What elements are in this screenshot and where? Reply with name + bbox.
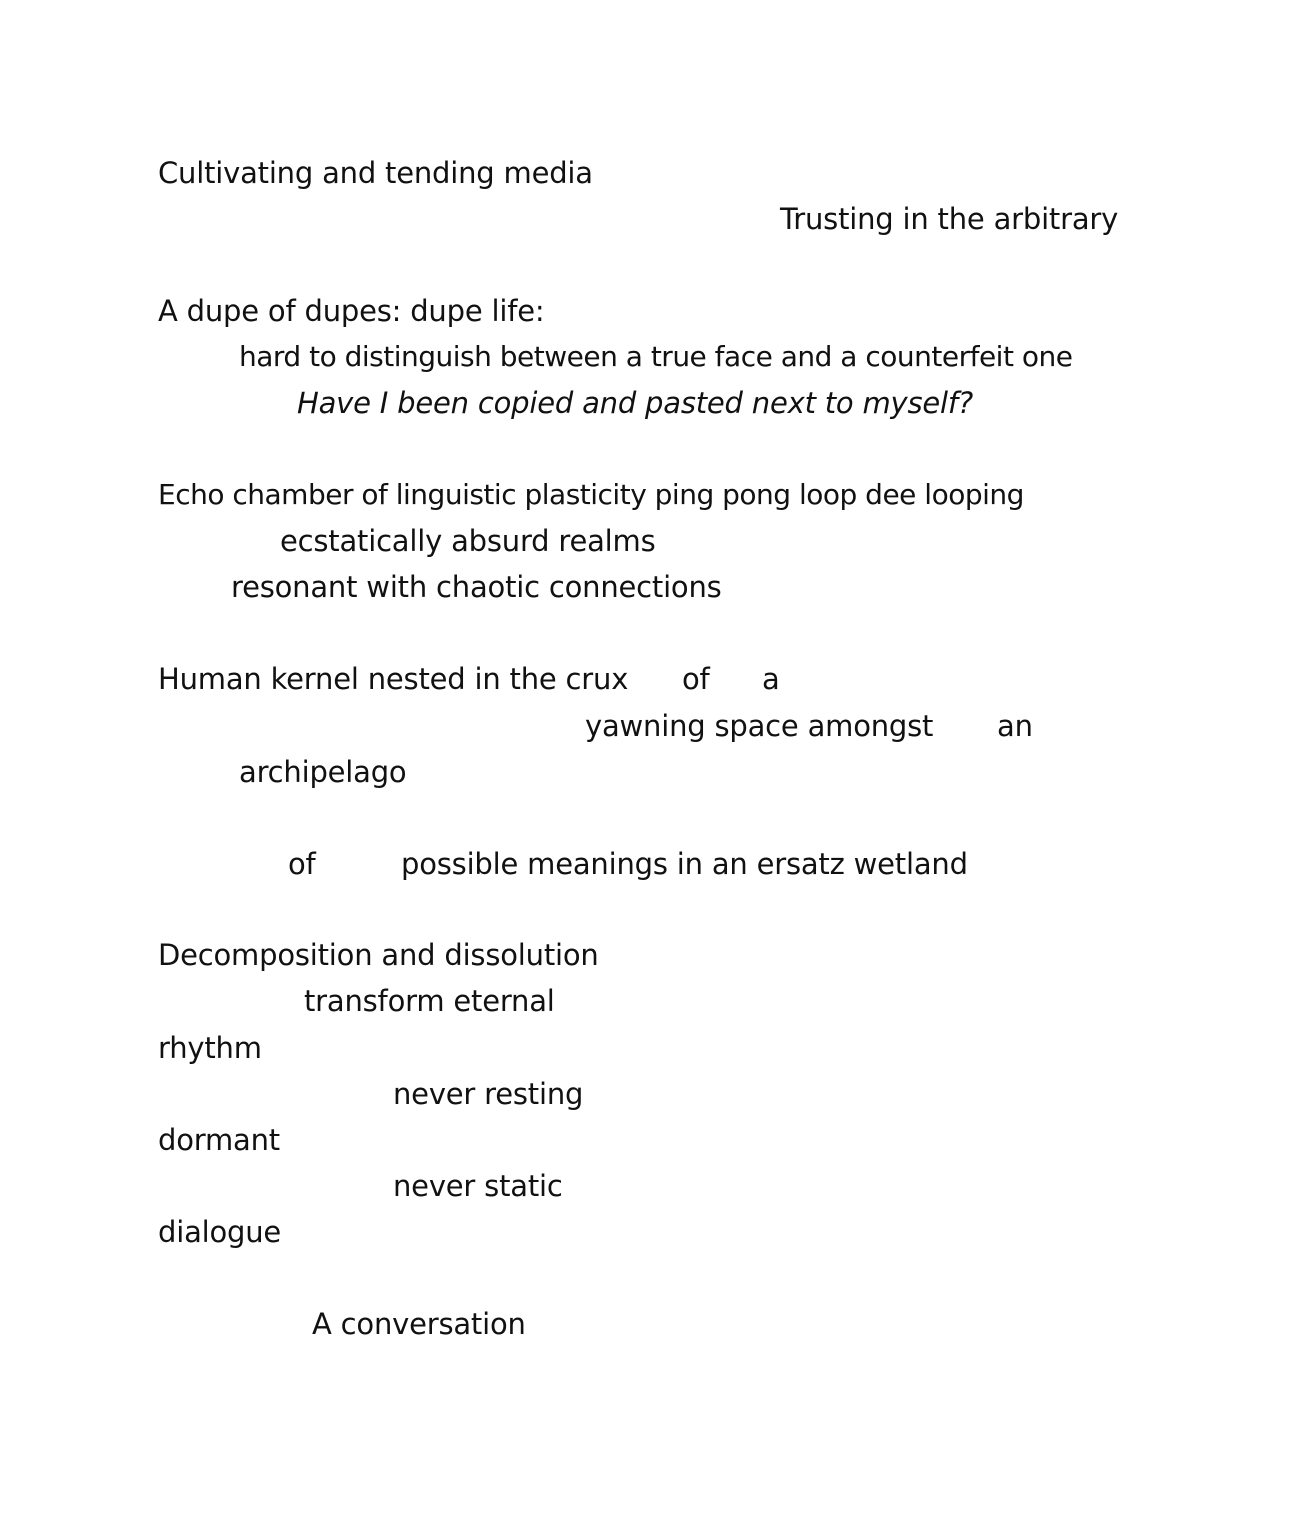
poem-line-8: resonant with chaotic connections	[231, 570, 722, 604]
poem-line-9-part-2: of	[682, 662, 710, 696]
poem-line-10-part-1: yawning space amongst	[585, 709, 934, 743]
poem-line-10-part-2: an	[997, 709, 1033, 743]
poem-line-9-part-1: Human kernel nested in the crux	[158, 662, 629, 696]
poem-line-18: never static	[393, 1169, 563, 1203]
poem-line-6: Echo chamber of linguistic plasticity ping pong loop dee looping	[158, 478, 1024, 511]
poem-line-19: dialogue	[158, 1215, 282, 1249]
poem-line-13: Decomposition and dissolution	[158, 938, 599, 972]
poem-line-5: Have I been copied and pasted next to myself?	[297, 386, 974, 420]
poem-line-12-part-2: possible meanings in an ersatz wetland	[401, 847, 968, 881]
poem-line-17: dormant	[158, 1123, 280, 1157]
poem-line-16: never resting	[393, 1077, 584, 1111]
poem-line-9-part-3: a	[762, 662, 780, 696]
poem-line-11: archipelago	[239, 755, 407, 789]
poem-line-12-part-1: of	[288, 847, 316, 881]
poem-line-20: A conversation	[312, 1307, 526, 1341]
poem-line-2: Trusting in the arbitrary	[780, 202, 1119, 236]
poem-line-1: Cultivating and tending media	[158, 156, 593, 190]
poem-line-7: ecstatically absurd realms	[280, 524, 656, 558]
poem-line-15: rhythm	[158, 1031, 262, 1065]
poem-line-3: A dupe of dupes: dupe life:	[158, 294, 545, 328]
poem-line-4: hard to distinguish between a true face and a counterfeit one	[239, 340, 1073, 373]
poem-line-14: transform eternal	[304, 984, 555, 1018]
